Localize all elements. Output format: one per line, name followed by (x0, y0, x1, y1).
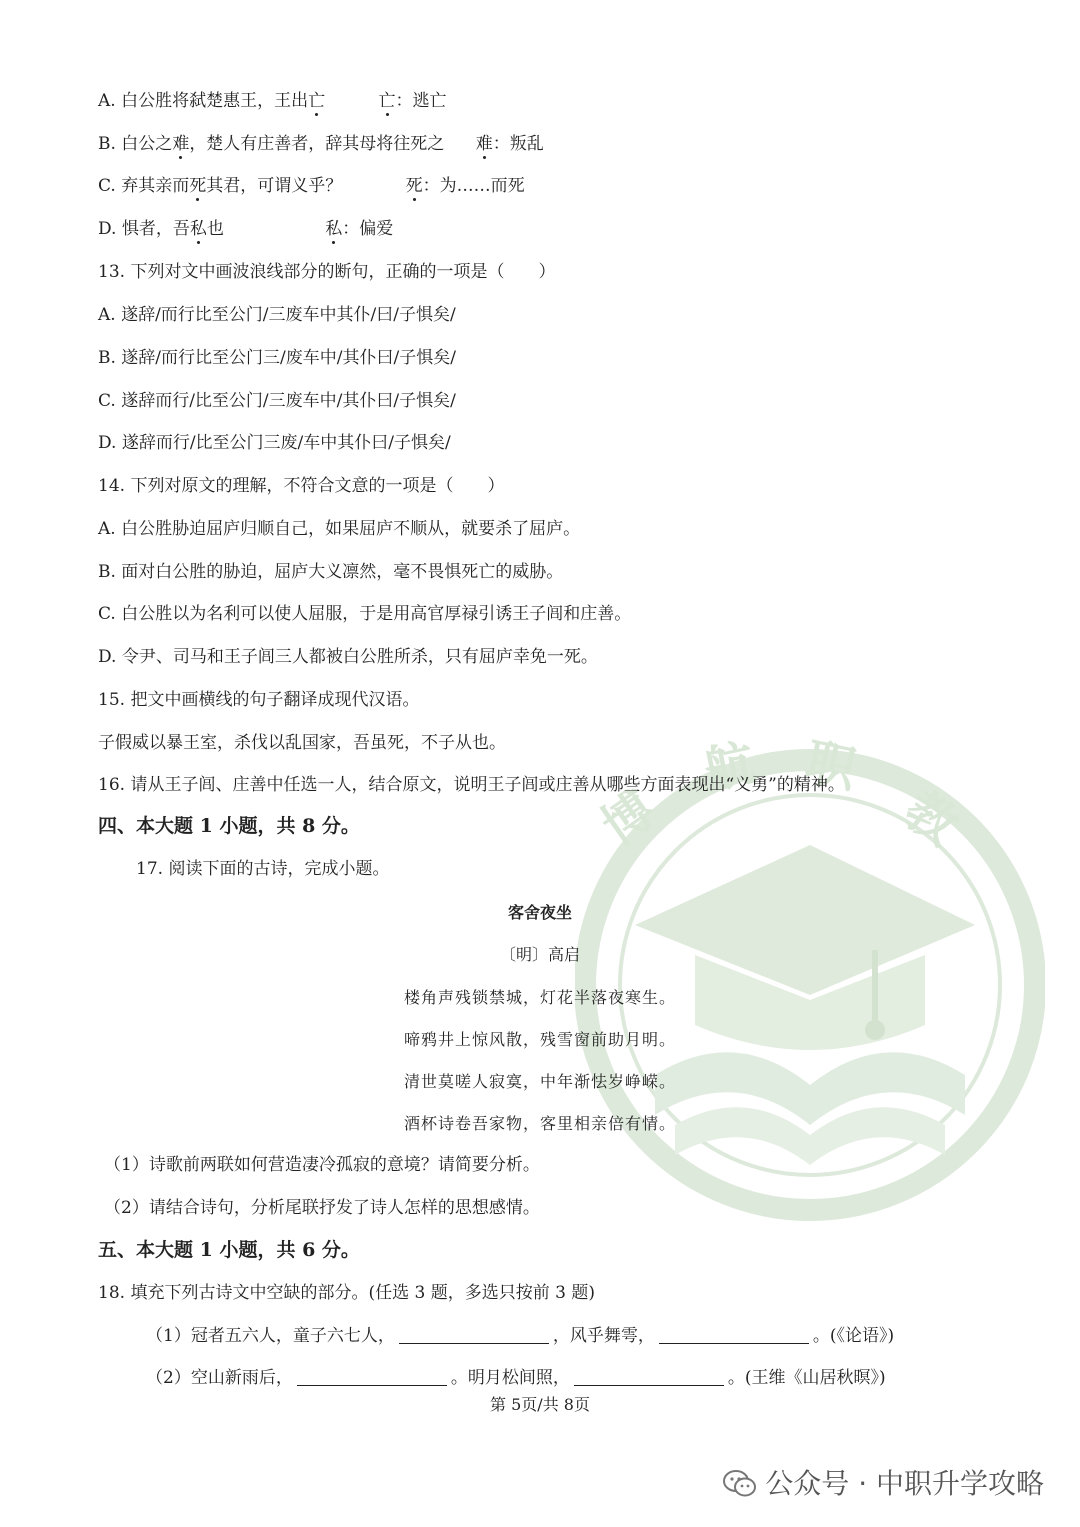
q12-option-a (98, 89, 447, 113)
q16-stem: 16. 请从王子闾、庄善中任选一人，结合原文，说明王子闾或庄善从哪些方面表现出“义勇”的精神。 (98, 775, 845, 795)
poem-line: 酒杯诗卷吾家物，客里相亲倍有情。 (403, 1114, 676, 1133)
q13-option-c: C. 遂辞而行/比至公门/三废车中/其仆曰/子惧矣/ (98, 391, 456, 411)
fill-text: （2）空山新雨后， (146, 1368, 293, 1388)
wechat-icon (723, 1470, 757, 1505)
q13-stem: 13. 下列对文中画波浪线部分的断句，正确的一项是（ ） (98, 262, 556, 282)
q14-option-d: D. 令尹、司马和王子闾三人都被白公胜所杀，只有屈庐幸免一死。 (98, 647, 598, 667)
option-text: 其君，可谓义乎？ (206, 176, 343, 196)
option-text: 也 (206, 219, 224, 239)
footer-account (723, 1462, 1044, 1505)
dotted-char: 亡 (378, 91, 396, 111)
q13-option-b: B. 遂辞/而行比至公门三/废车中/其仆曰/子惧矣/ (98, 348, 456, 368)
answer-blank[interactable] (659, 1325, 809, 1344)
fill-item-1 (146, 1324, 894, 1348)
poem-line: 啼鸦井上惊风散，残雪窗前助月明。 (403, 1030, 676, 1049)
watermark-char: 航 (698, 732, 760, 801)
poem-title: 客舍夜坐 (507, 903, 572, 922)
option-text: C. 弃其亲而 (98, 176, 190, 196)
option-text: B. 白公之 (98, 134, 173, 154)
q13-option-d: D. 遂辞而行/比至公门三废/车中其仆曰/子惧矣/ (98, 433, 451, 453)
poem-line: 楼角声残锁禁城，灯花半落夜寒生。 (403, 988, 676, 1007)
answer-blank[interactable] (574, 1367, 724, 1386)
fill-text: 。(《论语》) (812, 1326, 895, 1346)
dotted-char: 死 (189, 176, 207, 196)
answer-blank[interactable] (297, 1367, 447, 1386)
q17-sub2: （2）请结合诗句，分析尾联抒发了诗人怎样的思想感情。 (104, 1198, 540, 1218)
fill-text: 。(王维《山居秋暝》) (727, 1368, 886, 1388)
option-gloss: ：叛乱 (492, 134, 544, 154)
page-number: 第 5页/共 8页 (490, 1395, 590, 1414)
q14-option-c: C. 白公胜以为名利可以使人屈服，于是用高官厚禄引诱王子闾和庄善。 (98, 604, 632, 624)
q12-option-c (98, 174, 525, 198)
q14-stem: 14. 下列对原文的理解，不符合文意的一项是（ ） (98, 476, 505, 496)
footer-text: 公众号 · 中职升学攻略 (765, 1467, 1044, 1500)
option-gloss: ：偏爱 (342, 219, 394, 239)
fill-text: （1）冠者五六人，童子六七人， (146, 1326, 395, 1346)
q15-sentence: 子假威以暴王室，杀伐以乱国家，吾虽死，不子从也。 (98, 733, 506, 753)
fill-item-2 (146, 1366, 886, 1390)
fill-text: ，风乎舞雩， (552, 1326, 655, 1346)
dotted-char: 亡 (308, 91, 326, 111)
dotted-char: 死 (405, 176, 423, 196)
dotted-char: 私 (325, 219, 343, 239)
q18-stem: 18. 填充下列古诗文中空缺的部分。(任选 3 题，多选只按前 3 题) (98, 1283, 595, 1303)
section5-heading: 五、本大题 1 小题，共 6 分。 (98, 1239, 360, 1261)
option-gloss: ：逃亡 (395, 91, 447, 111)
dotted-char: 难 (172, 134, 190, 154)
q12-option-b (98, 132, 544, 156)
option-text: A. 白公胜将弑楚惠王，王出 (98, 91, 309, 111)
q14-option-a: A. 白公胜胁迫屈庐归顺自己，如果屈庐不顺从，就要杀了屈庐。 (98, 519, 581, 539)
option-text: ，楚人有庄善者，辞其母将往死之 (189, 134, 445, 154)
q17-sub1: （1）诗歌前两联如何营造凄冷孤寂的意境？请简要分析。 (104, 1155, 540, 1175)
watermark-char: 职 (800, 731, 862, 800)
q15-stem: 15. 把文中画横线的句子翻译成现代汉语。 (98, 690, 420, 710)
q13-option-a: A. 遂辞/而行比至公门/三废车中其仆/曰/子惧矣/ (98, 305, 456, 325)
watermark-char: 博 (591, 779, 666, 857)
watermark-char: 教 (894, 779, 969, 857)
dotted-char: 私 (189, 219, 207, 239)
dotted-char: 难 (475, 134, 493, 154)
poem-line: 清世莫嗟人寂寞，中年渐怯岁峥嵘。 (403, 1072, 676, 1091)
option-text: D. 惧者，吾 (98, 219, 190, 239)
poem-author: 〔明〕高启 (499, 945, 580, 964)
q12-option-d (98, 217, 393, 241)
q14-option-b: B. 面对白公胜的胁迫，屈庐大义凛然，毫不畏惧死亡的威胁。 (98, 562, 564, 582)
option-gloss: ：为……而死 (422, 176, 525, 196)
answer-blank[interactable] (399, 1325, 549, 1344)
section4-heading: 四、本大题 1 小题，共 8 分。 (98, 815, 360, 837)
q17-stem: 17. 阅读下面的古诗，完成小题。 (136, 859, 390, 879)
fill-text: 。明月松间照， (450, 1368, 570, 1388)
